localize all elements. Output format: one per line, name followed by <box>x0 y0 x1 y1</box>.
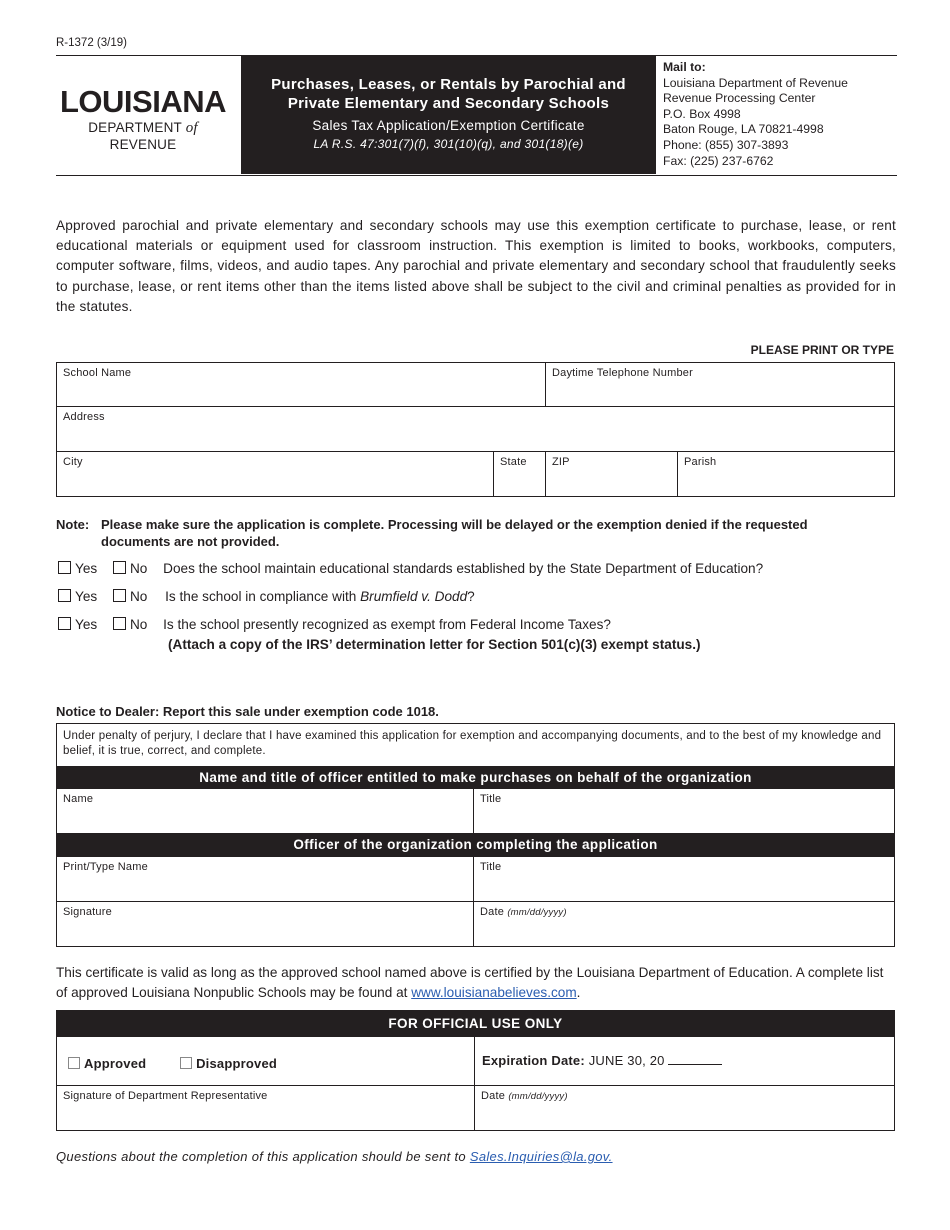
q3-no-checkbox[interactable] <box>113 617 126 630</box>
state-field[interactable]: State <box>494 452 546 496</box>
disapproved-checkbox[interactable] <box>180 1057 192 1069</box>
official-date-field[interactable]: Date (mm/dd/yyyy) <box>481 1090 568 1102</box>
question-3: Yes No Is the school presently recognized as exempt from Federal Income Taxes? <box>58 617 611 632</box>
validity-text: This certificate is valid as long as the approved school named above is certified by the Louisiana Department of Education. A complete list of approved Louisiana Nonpublic Schools may be found at www.louisianabelieves.com. <box>56 965 884 1001</box>
logo <box>56 86 230 152</box>
intro-paragraph: Approved parochial and private elementary and secondary schools may use this exemption certificate to purchase, lease, or rent educational materials or equipment used for classroom instruction. This exemption is limited to books, workbooks, computers, computer software, films, videos, and audio tapes. Any parochial and private elementary and secondary school that fraudulently seeks to purchase, lease, or rent items other than the items listed above shall be subject to the civil and criminal penalties as provided for in the statutes. <box>56 218 896 314</box>
phone-field[interactable]: Daytime Telephone Number <box>546 363 894 407</box>
form-subtitle: Sales Tax Application/Exemption Certificate <box>312 118 585 133</box>
completing-title-field[interactable]: Title <box>474 857 894 902</box>
q2-no-checkbox[interactable] <box>113 589 126 602</box>
address-field[interactable]: Address <box>57 407 894 452</box>
approval-cell: Approved Disapproved <box>57 1037 475 1086</box>
officer-name-field[interactable]: Name <box>57 789 474 833</box>
statute-ref: LA R.S. 47:301(7)(f), 301(10)(q), and 301(18)(e) <box>313 137 584 151</box>
logo-main: LOUISIANA <box>60 84 226 119</box>
form-number: R-1372 (3/19) <box>56 37 127 49</box>
declaration: Under penalty of perjury, I declare that I have examined this application for exemption and accompanying documents, and to the best of my knowledge and belief, it is true, correct, and complete. <box>63 730 882 757</box>
official-use-grid <box>56 1010 895 1131</box>
signature-field[interactable]: Signature <box>57 902 474 946</box>
zip-field[interactable]: ZIP <box>546 452 678 496</box>
louisianabelieves-link[interactable]: www.louisianabelieves.com <box>411 985 577 1001</box>
dealer-notice: Notice to Dealer: Report this sale under exemption code 1018. <box>56 704 439 719</box>
title-block <box>241 55 656 174</box>
questions-footer: Questions about the completion of this application should be sent to Sales.Inquiries@la.gov. <box>56 1149 613 1164</box>
school-info-grid <box>56 362 895 497</box>
q3-attach-note: (Attach a copy of the IRS’ determination letter for Section 501(c)(3) exempt status.) <box>168 637 701 652</box>
q3-yes-checkbox[interactable] <box>58 617 71 630</box>
question-1: Yes No Does the school maintain educational standards established by the State Department of Education? <box>58 561 763 576</box>
completing-bar: Officer of the organization completing the application <box>57 833 894 857</box>
approved-checkbox[interactable] <box>68 1057 80 1069</box>
question-2: Yes No Is the school in compliance with Brumfield v. Dodd? <box>58 589 475 604</box>
q1-no-checkbox[interactable] <box>113 561 126 574</box>
officer-bar: Name and title of officer entitled to make purchases on behalf of the organization <box>57 766 894 789</box>
dept-rep-signature-field[interactable]: Signature of Department Representative <box>57 1086 475 1130</box>
parish-field[interactable]: Parish <box>684 456 717 468</box>
officer-title-field[interactable]: Title <box>480 793 502 805</box>
q2-yes-checkbox[interactable] <box>58 589 71 602</box>
school-name-field[interactable]: School Name <box>57 363 546 407</box>
expiration-cell[interactable]: Expiration Date: JUNE 30, 20 <box>475 1037 894 1086</box>
city-field[interactable]: City <box>57 452 494 496</box>
logo-dept: DEPARTMENT of REVENUE <box>88 120 198 152</box>
please-print-label: PLEASE PRINT OR TYPE <box>750 343 894 357</box>
form-title: Purchases, Leases, or Rentals by Parochial and Private Elementary and Secondary Schools <box>271 76 626 112</box>
officer-grid <box>56 723 895 947</box>
mail-to-block: Mail to: Louisiana Department of Revenue Revenue Processing Center P.O. Box 4998 Baton Rouge, LA 70821-4998 Phone: (855) 307-3893 Fax: (225) 237-6762 <box>663 60 848 168</box>
official-bar: FOR OFFICIAL USE ONLY <box>57 1011 894 1037</box>
q1-yes-checkbox[interactable] <box>58 561 71 574</box>
sales-inquiries-email-link[interactable]: Sales.Inquiries@la.gov. <box>469 1149 613 1164</box>
print-name-field[interactable]: Print/Type Name <box>57 857 474 902</box>
expiration-year-blank[interactable] <box>668 1064 722 1065</box>
note: Note: Please make sure the application is complete. Processing will be delayed or the exemption denied if the requested documents are not provided. <box>56 517 808 549</box>
date-field[interactable]: Date (mm/dd/yyyy) <box>480 906 567 918</box>
